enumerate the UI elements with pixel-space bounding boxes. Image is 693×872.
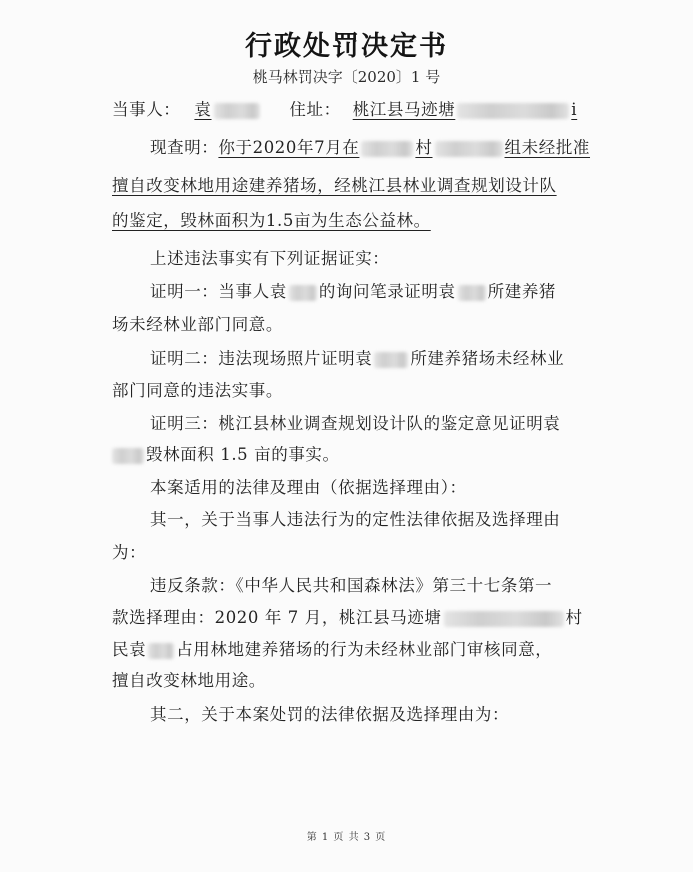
findings-line-2: 擅自改变林地用途建养猪场，经桃江县林业调查规划设计队	[112, 176, 557, 195]
document-number: 桃马林罚决字〔2020〕1 号	[252, 68, 441, 86]
law-article-line-1: 违反条款：《中华人民共和国森林法》第三十七条第一	[150, 576, 553, 595]
evidence-2-line-2: 部门同意的违法实事。	[112, 381, 283, 400]
law-second: 其二，关于本案处罚的法律依据及选择理由为：	[150, 705, 510, 724]
redacted-village	[361, 141, 413, 157]
address-label: 住址：	[289, 100, 341, 119]
redacted-name	[214, 103, 260, 119]
law-first-line-1: 其一，关于当事人违法行为的定性法律依据及选择理由	[150, 510, 561, 529]
page-footer: 第 1 页 共 3 页	[306, 832, 387, 843]
findings-line-1: 现查明：你于2020年7月在 村 组未经批准	[150, 138, 591, 157]
law-first-line-2: 为：	[112, 543, 147, 562]
law-article-line-4: 擅自改变林地用途。	[112, 671, 266, 690]
law-intro: 本案适用的法律及理由（依据选择理由）：	[150, 478, 467, 497]
law-article-line-3: 民袁 占用林地建养猪场的行为未经林业部门审核同意，	[112, 640, 553, 659]
findings-line-3: 的鉴定，毁林面积为1.5亩为生态公益林。	[112, 211, 431, 230]
redacted-address	[457, 103, 569, 119]
party-line	[112, 96, 577, 120]
evidence-3-line-1: 证明三：桃江县林业调查规划设计队的鉴定意见证明袁	[150, 414, 561, 433]
party-label: 当事人：	[112, 100, 181, 119]
redacted-group	[435, 141, 503, 157]
evidence-1-line-2: 场未经林业部门同意。	[112, 315, 283, 334]
evidence-2-line-1: 证明二：违法现场照片证明袁 所建养猪场未经林业	[150, 349, 565, 368]
evidence-3-line-2: 毁林面积 1.5 亩的事实。	[112, 441, 340, 465]
document-title: 行政处罚决定书	[245, 31, 448, 62]
address-value: 桃江县马迹塘 i	[352, 100, 578, 119]
law-article-line-2: 款选择理由：2020 年 7 月，桃江县马迹塘 村	[112, 608, 583, 627]
evidence-intro: 上述违法事实有下列证据证实：	[150, 249, 390, 268]
evidence-1-line-1: 证明一：当事人袁 的询问笔录证明袁 所建养猪	[150, 282, 557, 301]
party-name: 袁	[180, 100, 283, 119]
